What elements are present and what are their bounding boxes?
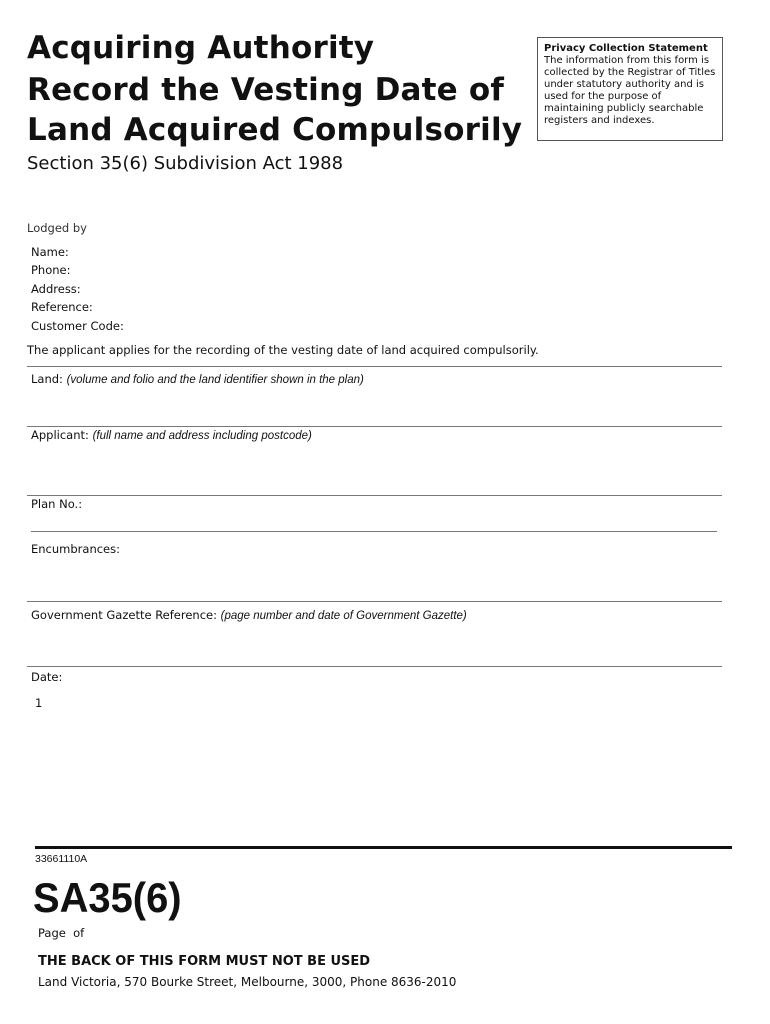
page-of: Page of (38, 926, 85, 940)
title-line-3: Land Acquired Compulsorily (27, 112, 523, 148)
form-id: SA35(6) (33, 874, 182, 921)
title-line-1: Acquiring Authority (27, 30, 375, 66)
office-address: Land Victoria, 570 Bourke Street, Melbourne, 3000, Phone 8636-2010 (38, 975, 457, 989)
gazette-label: Government Gazette Reference: (31, 608, 217, 622)
encumbrances-label[interactable]: Encumbrances: (31, 542, 120, 556)
reference-label[interactable]: Reference: (31, 300, 93, 314)
phone-label[interactable]: Phone: (31, 263, 71, 277)
form-code: 33661110A (35, 853, 88, 865)
divider (27, 601, 722, 602)
land-hint: (volume and folio and the land identifier shown in the plan) (66, 374, 364, 386)
privacy-heading: Privacy Collection Statement (544, 43, 708, 54)
land-label: Land: (31, 372, 63, 386)
divider (31, 531, 717, 532)
back-of-form-warning: THE BACK OF THIS FORM MUST NOT BE USED (38, 954, 371, 969)
privacy-body: The information from this form is collected by the Registrar of Titles under statutory authority and is used for the purpose of maintaining publicly searchable registers and indexes. (544, 55, 716, 126)
divider (27, 426, 722, 427)
applicant-hint: (full name and address including postcode) (92, 430, 312, 442)
land-field[interactable] (31, 372, 364, 386)
customer-code-label[interactable]: Customer Code: (31, 319, 124, 333)
divider (27, 666, 722, 667)
name-label[interactable]: Name: (31, 245, 69, 259)
applicant-field[interactable] (31, 428, 312, 442)
gazette-field[interactable] (31, 608, 467, 622)
footer-divider (35, 846, 732, 849)
divider (27, 495, 722, 496)
subtitle: Section 35(6) Subdivision Act 1988 (27, 153, 344, 174)
address-label[interactable]: Address: (31, 282, 81, 296)
title-line-2: Record the Vesting Date of (27, 72, 505, 108)
gazette-hint: (page number and date of Government Gazette) (220, 610, 467, 622)
lodged-by-heading: Lodged by (27, 221, 87, 235)
plan-no-label[interactable]: Plan No.: (31, 497, 83, 511)
date-label[interactable]: Date: (31, 670, 63, 684)
footnote-number: 1 (35, 696, 43, 710)
application-statement: The applicant applies for the recording of the vesting date of land acquired compulsorily. (27, 343, 539, 357)
applicant-label: Applicant: (31, 428, 89, 442)
divider (27, 366, 722, 367)
privacy-statement-box (537, 37, 723, 141)
